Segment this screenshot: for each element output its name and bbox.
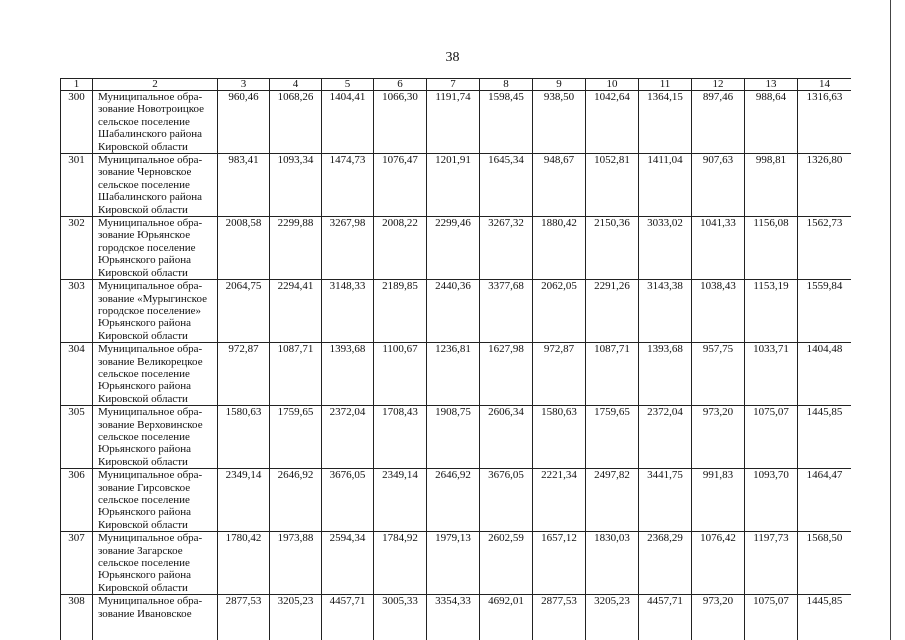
municipality-name-line: Муниципальное обра- (98, 406, 203, 419)
municipality-name (93, 91, 218, 154)
value-cell-col-3: 2064,75 (218, 280, 270, 343)
value-cell-col-14: 1562,73 (798, 217, 852, 280)
value-cell-col-6: 1784,92 (374, 532, 427, 595)
municipality-name-line: зование Новотроицкое (98, 103, 205, 116)
value-cell-col-8: 4692,01 (480, 595, 533, 640)
municipality-name (93, 532, 218, 595)
value-cell-col-13: 1153,19 (745, 280, 798, 343)
value-cell-col-5: 3676,05 (322, 469, 374, 532)
value-cell-col-8: 3377,68 (480, 280, 533, 343)
municipality-name-line: Муниципальное обра- (98, 532, 203, 545)
value-cell-col-12: 991,83 (692, 469, 745, 532)
municipality-name-line: Муниципальное обра- (98, 217, 203, 230)
value-cell-col-14: 1316,63 (798, 91, 852, 154)
value-cell-col-3: 2877,53 (218, 595, 270, 640)
value-cell-col-6: 2008,22 (374, 217, 427, 280)
value-cell-col-8: 2602,59 (480, 532, 533, 595)
municipality-name-line: Кировской области (98, 203, 188, 216)
value-cell-col-3: 983,41 (218, 154, 270, 217)
municipality-name-line: Шабалинского района (98, 128, 203, 141)
value-cell-col-13: 1033,71 (745, 343, 798, 406)
value-cell-col-4: 1068,26 (270, 91, 322, 154)
value-cell-col-11: 1411,04 (639, 154, 692, 217)
municipality-name-line: Кировской области (98, 329, 188, 342)
value-cell-col-9: 1580,63 (533, 406, 586, 469)
municipality-name-line: сельское поселение (98, 178, 190, 191)
table-row (61, 217, 852, 280)
municipality-name-line: Кировской области (98, 518, 188, 531)
table-body (61, 91, 852, 640)
municipality-name-line: Муниципальное обра- (98, 469, 203, 482)
municipality-name-line: Юрьянского района (98, 569, 191, 582)
row-number: 308 (61, 595, 93, 640)
value-cell-col-12: 957,75 (692, 343, 745, 406)
table-row (61, 532, 852, 595)
municipality-name-line: сельское поселение (98, 430, 190, 443)
row-number: 303 (61, 280, 93, 343)
municipality-name-line: зование Ивановское (98, 607, 192, 620)
value-cell-col-8: 1645,34 (480, 154, 533, 217)
municipality-name-line: Кировской области (98, 392, 188, 405)
value-cell-col-3: 2008,58 (218, 217, 270, 280)
value-cell-col-10: 1759,65 (586, 406, 639, 469)
value-cell-col-4: 2646,92 (270, 469, 322, 532)
value-cell-col-9: 2221,34 (533, 469, 586, 532)
value-cell-col-3: 2349,14 (218, 469, 270, 532)
municipality-name (93, 406, 218, 469)
municipality-name (93, 469, 218, 532)
value-cell-col-14: 1445,85 (798, 406, 852, 469)
value-cell-col-8: 1598,45 (480, 91, 533, 154)
value-cell-col-8: 1627,98 (480, 343, 533, 406)
municipality-name-line: городское поселение» (98, 304, 202, 317)
value-cell-col-12: 897,46 (692, 91, 745, 154)
value-cell-col-10: 2291,26 (586, 280, 639, 343)
value-cell-col-10: 1087,71 (586, 343, 639, 406)
municipality-name-line: Муниципальное обра- (98, 280, 203, 293)
table-row (61, 406, 852, 469)
municipality-name (93, 154, 218, 217)
value-cell-col-13: 1156,08 (745, 217, 798, 280)
value-cell-col-7: 1908,75 (427, 406, 480, 469)
value-cell-col-10: 1052,81 (586, 154, 639, 217)
municipality-name-line: Кировской области (98, 266, 188, 279)
value-cell-col-5: 2372,04 (322, 406, 374, 469)
value-cell-col-12: 973,20 (692, 406, 745, 469)
page-edge-rule (890, 0, 891, 640)
row-number: 302 (61, 217, 93, 280)
row-number: 306 (61, 469, 93, 532)
value-cell-col-5: 1404,41 (322, 91, 374, 154)
value-cell-col-13: 1075,07 (745, 406, 798, 469)
value-cell-col-13: 1093,70 (745, 469, 798, 532)
value-cell-col-9: 938,50 (533, 91, 586, 154)
value-cell-col-14: 1404,48 (798, 343, 852, 406)
value-cell-col-11: 1364,15 (639, 91, 692, 154)
column-header-5: 5 (322, 79, 374, 91)
value-cell-col-7: 1201,91 (427, 154, 480, 217)
table-container (60, 78, 851, 640)
municipality-name-line: сельское поселение (98, 494, 190, 506)
value-cell-col-13: 1197,73 (745, 532, 798, 595)
municipality-name-line: Юрьянского района (98, 506, 191, 519)
row-number: 305 (61, 406, 93, 469)
municipality-name (93, 595, 218, 640)
municipality-name-line: сельское поселение (98, 557, 190, 570)
value-cell-col-13: 988,64 (745, 91, 798, 154)
value-cell-col-4: 3205,23 (270, 595, 322, 640)
value-cell-col-3: 1580,63 (218, 406, 270, 469)
value-cell-col-13: 1075,07 (745, 595, 798, 640)
column-header-12: 12 (692, 79, 745, 91)
value-cell-col-9: 972,87 (533, 343, 586, 406)
value-cell-col-7: 1979,13 (427, 532, 480, 595)
value-cell-col-4: 2294,41 (270, 280, 322, 343)
column-header-6: 6 (374, 79, 427, 91)
column-header-8: 8 (480, 79, 533, 91)
municipality-name (93, 343, 218, 406)
value-cell-col-14: 1559,84 (798, 280, 852, 343)
municipality-name-line: зование «Мурыгинское (98, 292, 207, 305)
column-header-4: 4 (270, 79, 322, 91)
value-cell-col-7: 1191,74 (427, 91, 480, 154)
row-number: 304 (61, 343, 93, 406)
municipality-name-line: зование Верховинское (98, 418, 203, 431)
value-cell-col-6: 3005,33 (374, 595, 427, 640)
municipality-name-line: зование Гирсовское (98, 481, 191, 494)
municipality-name-line: Муниципальное обра- (98, 91, 203, 103)
value-cell-col-3: 972,87 (218, 343, 270, 406)
value-cell-col-10: 1042,64 (586, 91, 639, 154)
value-cell-col-8: 3676,05 (480, 469, 533, 532)
value-cell-col-7: 2440,36 (427, 280, 480, 343)
value-cell-col-6: 1708,43 (374, 406, 427, 469)
value-cell-col-11: 3441,75 (639, 469, 692, 532)
municipality-name-line: Кировской области (98, 581, 188, 594)
value-cell-col-7: 2646,92 (427, 469, 480, 532)
column-header-2: 2 (93, 79, 218, 91)
municipality-name (93, 217, 218, 280)
value-cell-col-11: 1393,68 (639, 343, 692, 406)
data-table (60, 78, 851, 640)
column-header-9: 9 (533, 79, 586, 91)
value-cell-col-9: 2062,05 (533, 280, 586, 343)
value-cell-col-4: 1759,65 (270, 406, 322, 469)
value-cell-col-5: 4457,71 (322, 595, 374, 640)
value-cell-col-11: 2372,04 (639, 406, 692, 469)
value-cell-col-5: 1474,73 (322, 154, 374, 217)
municipality-name-line: Муниципальное обра- (98, 595, 203, 608)
value-cell-col-7: 2299,46 (427, 217, 480, 280)
value-cell-col-12: 907,63 (692, 154, 745, 217)
row-number: 300 (61, 91, 93, 154)
value-cell-col-9: 948,67 (533, 154, 586, 217)
value-cell-col-9: 1880,42 (533, 217, 586, 280)
municipality-name-line: зование Юрьянское (98, 229, 191, 242)
municipality-name-line: Юрьянского района (98, 380, 191, 393)
municipality-name-line: зование Загарское (98, 544, 183, 557)
municipality-name-line: Шабалинского района (98, 191, 203, 204)
value-cell-col-5: 2594,34 (322, 532, 374, 595)
value-cell-col-4: 1093,34 (270, 154, 322, 217)
value-cell-col-3: 960,46 (218, 91, 270, 154)
value-cell-col-6: 1066,30 (374, 91, 427, 154)
municipality-name-line: Кировской области (98, 455, 188, 468)
value-cell-col-8: 2606,34 (480, 406, 533, 469)
row-number: 301 (61, 154, 93, 217)
value-cell-col-9: 1657,12 (533, 532, 586, 595)
value-cell-col-14: 1464,47 (798, 469, 852, 532)
column-header-11: 11 (639, 79, 692, 91)
value-cell-col-4: 1087,71 (270, 343, 322, 406)
value-cell-col-11: 2368,29 (639, 532, 692, 595)
municipality-name-line: Юрьянского района (98, 443, 191, 456)
municipality-name-line: Муниципальное обра- (98, 343, 203, 356)
value-cell-col-5: 3148,33 (322, 280, 374, 343)
column-header-13: 13 (745, 79, 798, 91)
municipality-name-line: Кировской области (98, 140, 188, 153)
municipality-name-line: Юрьянского района (98, 317, 191, 330)
column-header-1: 1 (61, 79, 93, 91)
value-cell-col-4: 2299,88 (270, 217, 322, 280)
value-cell-col-4: 1973,88 (270, 532, 322, 595)
value-cell-col-12: 973,20 (692, 595, 745, 640)
value-cell-col-10: 1830,03 (586, 532, 639, 595)
table-row (61, 91, 852, 154)
value-cell-col-7: 1236,81 (427, 343, 480, 406)
value-cell-col-10: 2497,82 (586, 469, 639, 532)
value-cell-col-6: 2189,85 (374, 280, 427, 343)
value-cell-col-8: 3267,32 (480, 217, 533, 280)
value-cell-col-3: 1780,42 (218, 532, 270, 595)
value-cell-col-14: 1445,85 (798, 595, 852, 640)
municipality-name-line: сельское поселение (98, 367, 190, 380)
municipality-name-line: Юрьянского района (98, 254, 191, 267)
page-number: 38 (445, 50, 460, 65)
municipality-name-line: городское поселение (98, 241, 196, 254)
value-cell-col-6: 1076,47 (374, 154, 427, 217)
table-row (61, 154, 852, 217)
value-cell-col-11: 4457,71 (639, 595, 692, 640)
value-cell-col-6: 1100,67 (374, 343, 427, 406)
value-cell-col-9: 2877,53 (533, 595, 586, 640)
table-row (61, 280, 852, 343)
row-number: 307 (61, 532, 93, 595)
value-cell-col-7: 3354,33 (427, 595, 480, 640)
value-cell-col-5: 3267,98 (322, 217, 374, 280)
column-header-7: 7 (427, 79, 480, 91)
municipality-name-line: зование Черновское (98, 166, 192, 179)
table-header-row (61, 79, 852, 91)
column-header-14: 14 (798, 79, 852, 91)
value-cell-col-11: 3143,38 (639, 280, 692, 343)
table-row (61, 343, 852, 406)
value-cell-col-10: 2150,36 (586, 217, 639, 280)
municipality-name-line: Муниципальное обра- (98, 154, 203, 167)
table-row (61, 469, 852, 532)
municipality-name-line: сельское поселение (98, 115, 190, 128)
value-cell-col-11: 3033,02 (639, 217, 692, 280)
value-cell-col-12: 1038,43 (692, 280, 745, 343)
table-row (61, 595, 852, 640)
value-cell-col-12: 1041,33 (692, 217, 745, 280)
value-cell-col-12: 1076,42 (692, 532, 745, 595)
value-cell-col-5: 1393,68 (322, 343, 374, 406)
value-cell-col-13: 998,81 (745, 154, 798, 217)
value-cell-col-14: 1326,80 (798, 154, 852, 217)
column-header-10: 10 (586, 79, 639, 91)
value-cell-col-14: 1568,50 (798, 532, 852, 595)
column-header-3: 3 (218, 79, 270, 91)
municipality-name-line: зование Великорецкое (98, 355, 203, 368)
value-cell-col-6: 2349,14 (374, 469, 427, 532)
municipality-name (93, 280, 218, 343)
value-cell-col-10: 3205,23 (586, 595, 639, 640)
